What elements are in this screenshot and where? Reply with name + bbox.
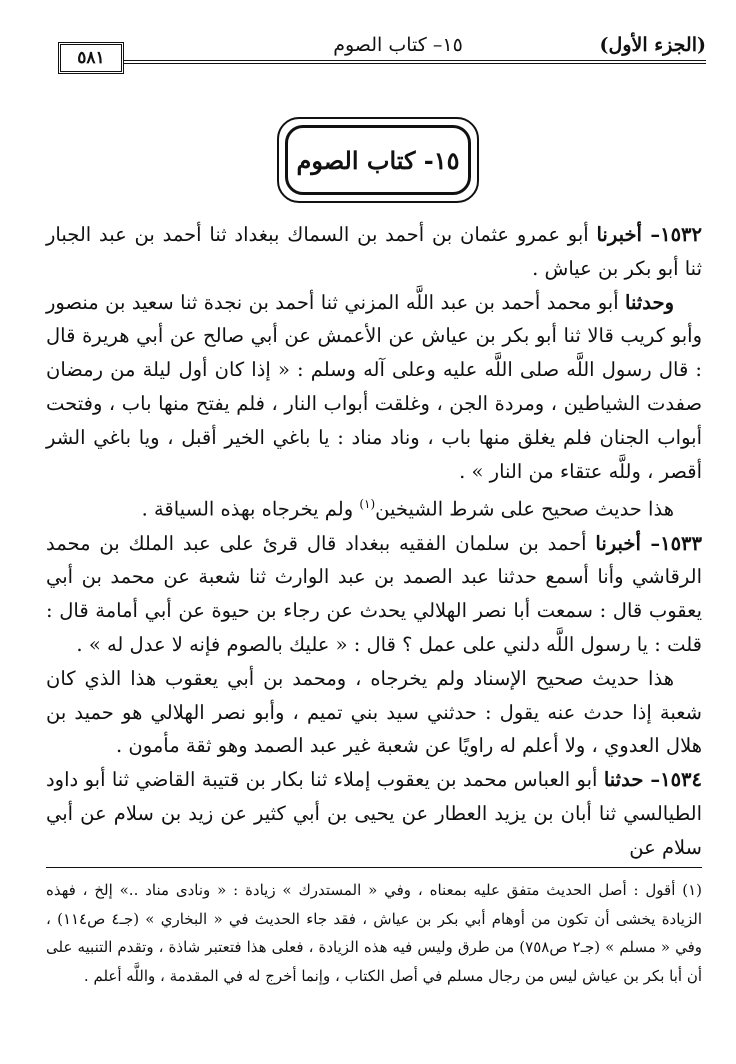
hadith-1533-grading	[46, 662, 702, 763]
hadith-1532-grading	[46, 488, 702, 526]
running-header	[58, 26, 706, 66]
grading-text: هذا حديث صحيح على شرط الشيخين	[375, 497, 674, 521]
hadith-1533	[46, 527, 702, 662]
grading-text-end: ولم يخرجاه بهذه السياقة .	[141, 497, 360, 521]
hadith-number: ١٥٣٢– أخبرنا	[596, 223, 702, 246]
main-text	[46, 218, 702, 865]
footnote-reference: (١)	[359, 497, 376, 512]
chapter-title-frame	[277, 117, 479, 203]
hadith-text: أحمد بن سلمان الفقيه ببغداد قال قرئ على عبد الملك بن محمد الرقاشي وأنا أسمع حدثنا عبد الصمد بن عبد الوارث ثنا شعبة عن محمد بن أبي يعقوب قال : سمعت أبا نصر الهلالي يحدث عن رجاء بن حيوة عن أبي أمامة قال : قلت : يا رسول اللَّه دلني على عمل ؟ قال : « عليك بالصوم فإنه لا عدل له » .	[46, 531, 702, 657]
book-title-header: ١٥– كتاب الصوم	[333, 34, 463, 56]
hadith-text: أبو محمد أحمد بن عبد اللَّه المزني ثنا أحمد بن نجدة ثنا سعيد بن منصور وأبو كريب قالا ثنا أبو بكر بن عياش عن الأعمش عن أبي صالح عن أبي هريرة قال : قال رسول اللَّه صلى اللَّه عليه وعلى آله وسلم : « إذا كان أول ليلة من رمضان صفدت الشياطين ، ومردة الجن ، وغلقت أبواب النار ، فلم يفتح منها باب ، وفتحت أبواب الجنان فلم يغلق منها باب ، وناد مناد : يا باغي الخير أقبل ، ويا باغي الشر أقصر ، وللَّه عتقاء من النار » .	[46, 290, 702, 483]
hadith-1532	[46, 218, 702, 286]
hadith-1534	[46, 763, 702, 864]
chapter-title-inner-frame	[285, 125, 471, 195]
header-rule	[124, 60, 706, 64]
chapter-title: ١٥- كتاب الصوم	[296, 145, 460, 175]
page-number-box	[58, 42, 124, 74]
footnote-text: أقول : أصل الحديث متفق عليه بمعناه ، وفي « المستدرك » زيادة : « ونادى مناد ..» إلخ ، فهذه الزيادة يخشى أن تكون من أوهام أبي بكر بن عياش ، فقد جاء الحديث في « البخاري » (جـ٤ ص١١٤) ، وفي « مسلم » (جـ٢ ص٧٥٨) من طرق وليس فيه هذه الزيادة ، فعلى هذا فتعتبر شاذة ، وتقدم التنبيه على أن أبا بكر بن عياش ليس من رجال مسلم في أصل الكتاب ، وإنما أخرج له في المقدمة ، واللَّه أعلم .	[46, 881, 702, 985]
hadith-number: ١٥٣٣– أخبرنا	[595, 531, 702, 555]
footnote	[46, 876, 702, 990]
chain-lead: وحدثنا	[625, 290, 674, 314]
footnote-rule	[46, 867, 702, 868]
grading-text: هذا حديث صحيح الإسناد ولم يخرجاه ، ومحمد بن أبي يعقوب هذا الذي كان شعبة إذا حدث عنه يقول : حدثني سيد بني تميم ، وأبو نصر الهلالي هو حميد بن هلال العدوي ، ولا أعلم له راويًا عن شعبة غير عبد الصمد وهو ثقة مأمون .	[46, 666, 702, 758]
hadith-text: أبو العباس محمد بن يعقوب إملاء ثنا بكار بن قتيبة القاضي ثنا أبو داود الطيالسي ثنا أبان بن يزيد العطار عن يحيى بن أبي كثير عن زيد بن سلام عن أبي سلام عن	[46, 768, 702, 859]
footnote-marker: (١)	[682, 881, 702, 899]
hadith-number: ١٥٣٤– حدثنا	[603, 768, 702, 792]
hadith-1532-chain-2	[46, 286, 702, 489]
volume-label: (الجزء الأول)	[599, 34, 706, 56]
page-number: ٥٨١	[77, 48, 105, 68]
hadith-text: أبو عمرو عثمان بن أحمد بن السماك ببغداد ثنا أحمد بن عبد الجبار ثنا أبو بكر بن عياش .	[46, 223, 702, 280]
